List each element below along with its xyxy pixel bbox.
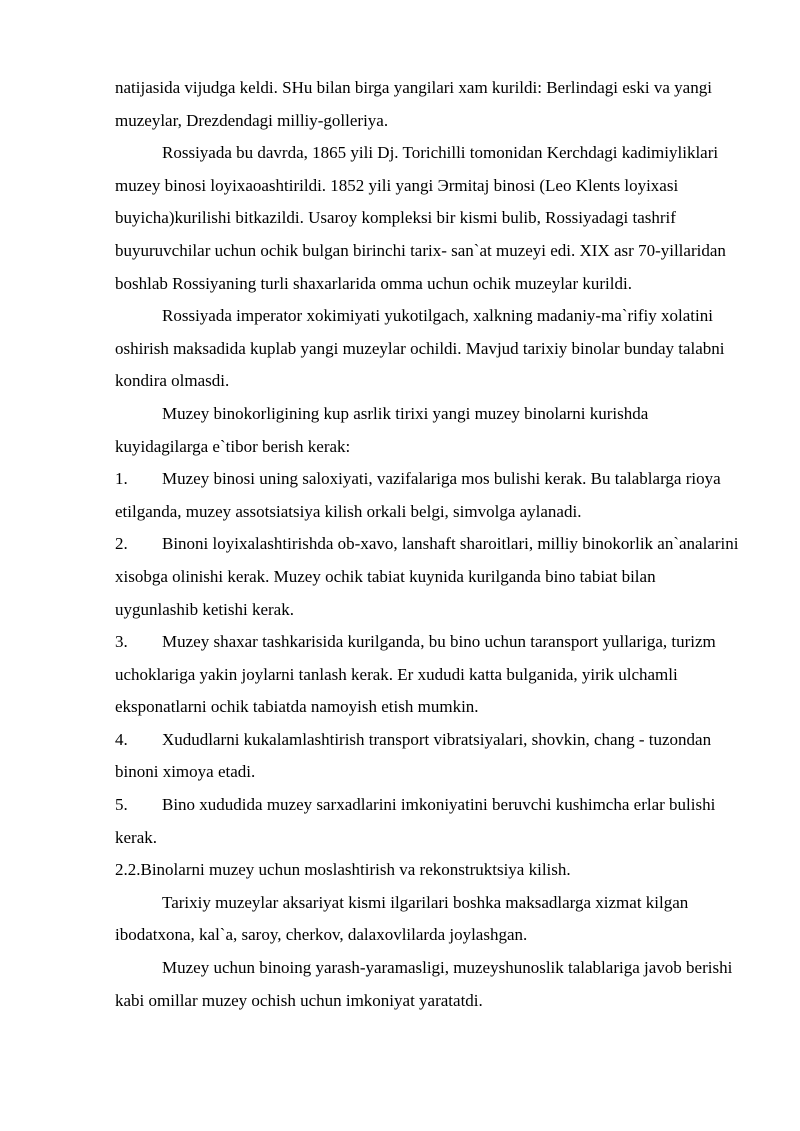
paragraph: natijasida vijudga keldi. SHu bilan birga yangilari xam kurildi: Berlindagi eski va yangi muzeylar, Drezdendagi milliy-golleriya. (115, 78, 712, 130)
document-body (115, 72, 742, 1017)
list-item-text: Muzey shaxar tashkarisida kurilganda, bu bino uchun taransport yullariga, turizm uchoklariga yakin joylarni tanlash kerak. Er xududi katta bulganida, yirik ulchamli eksponatlarni ochik tabiatda namoyish etish mumkin. (115, 632, 716, 717)
paragraph: Rossiyada bu davrda, 1865 yili Dj. Torichilli tomonidan Kerchdagi kadimiyliklari muzey binosi loyixaoashtirildi. 1852 yili yangi Эrmitaj binosi (Leo Klents loyixasi buyicha)kurilishi bitkazildi. Usaroy kompleksi bir kismi bulib, Rossiyadagi tashrif buyuruvchilar uchun ochik bulgan birinchi tarix- san`at muzeyi edi. XIX asr 70-yillaridan boshlab Rossiyaning turli shaxarlarida omma uchun ochik muzeylar kurildi. (115, 143, 726, 293)
list-item-number: 4. (115, 729, 128, 749)
list-item (115, 626, 742, 724)
list-item (115, 789, 742, 854)
paragraph: Tarixiy muzeylar aksariyat kismi ilgarilari boshka maksadlarga xizmat kilgan ibodatxona, kal`a, saroy, cherkov, dalaxovlilarda joylashgan. (115, 892, 689, 945)
list-item-number: 3. (115, 632, 128, 652)
list-item-text: Xududlarni kukalamlashtirish transport vibratsiyalari, shovkin, chang - tuzondan binoni ximoya etadi. (115, 729, 712, 782)
paragraph: Muzey uchun binoing yarash-yaramasligi, muzeyshunoslik talablariga javob berishi kabi omillar muzey ochish uchun imkoniyat yaratatdi. (115, 958, 733, 1010)
list-item-number: 2. (115, 534, 128, 554)
list-item (115, 528, 742, 626)
list-item-number: 5. (115, 795, 128, 815)
paragraph: Muzey binokorligining kup asrlik tirixi yangi muzey binolarni kurishda kuyidagilarga e`tibor berish kerak: (115, 403, 649, 456)
list-item-text: Bino xududida muzey sarxadlarini imkoniyatini beruvchi kushimcha erlar bulishi kerak. (115, 795, 716, 847)
list-item-text: Muzey binosi uning saloxiyati, vazifalariga mos bulishi kerak. Bu talablarga rioya etilganda, muzey assotsiatsiya kilish orkali belgi, simvolga aylanadi. (115, 469, 721, 521)
list-item-text: Binoni loyixalashtirishda ob-xavo, lanshaft sharoitlari, milliy binokorlik an`analarini xisobga olinishi kerak. Muzey ochik tabiat kuynida kurilganda bino tabiat bilan uygunlashib ketishi kerak. (115, 534, 739, 619)
paragraph: Rossiyada imperator xokimiyati yukotilgach, xalkning madaniy-ma`rifiy xolatini oshirish maksadida kuplab yangi muzeylar ochildi. Mavjud tarixiy binolar bunday talabni kondira olmasdi. (115, 306, 725, 391)
list-item (115, 724, 742, 789)
list-item (115, 463, 742, 528)
list-item-number: 1. (115, 469, 128, 489)
section-heading: 2.2.Binolarni muzey uchun moslashtirish va rekonstruktsiya kilish. (115, 860, 571, 880)
